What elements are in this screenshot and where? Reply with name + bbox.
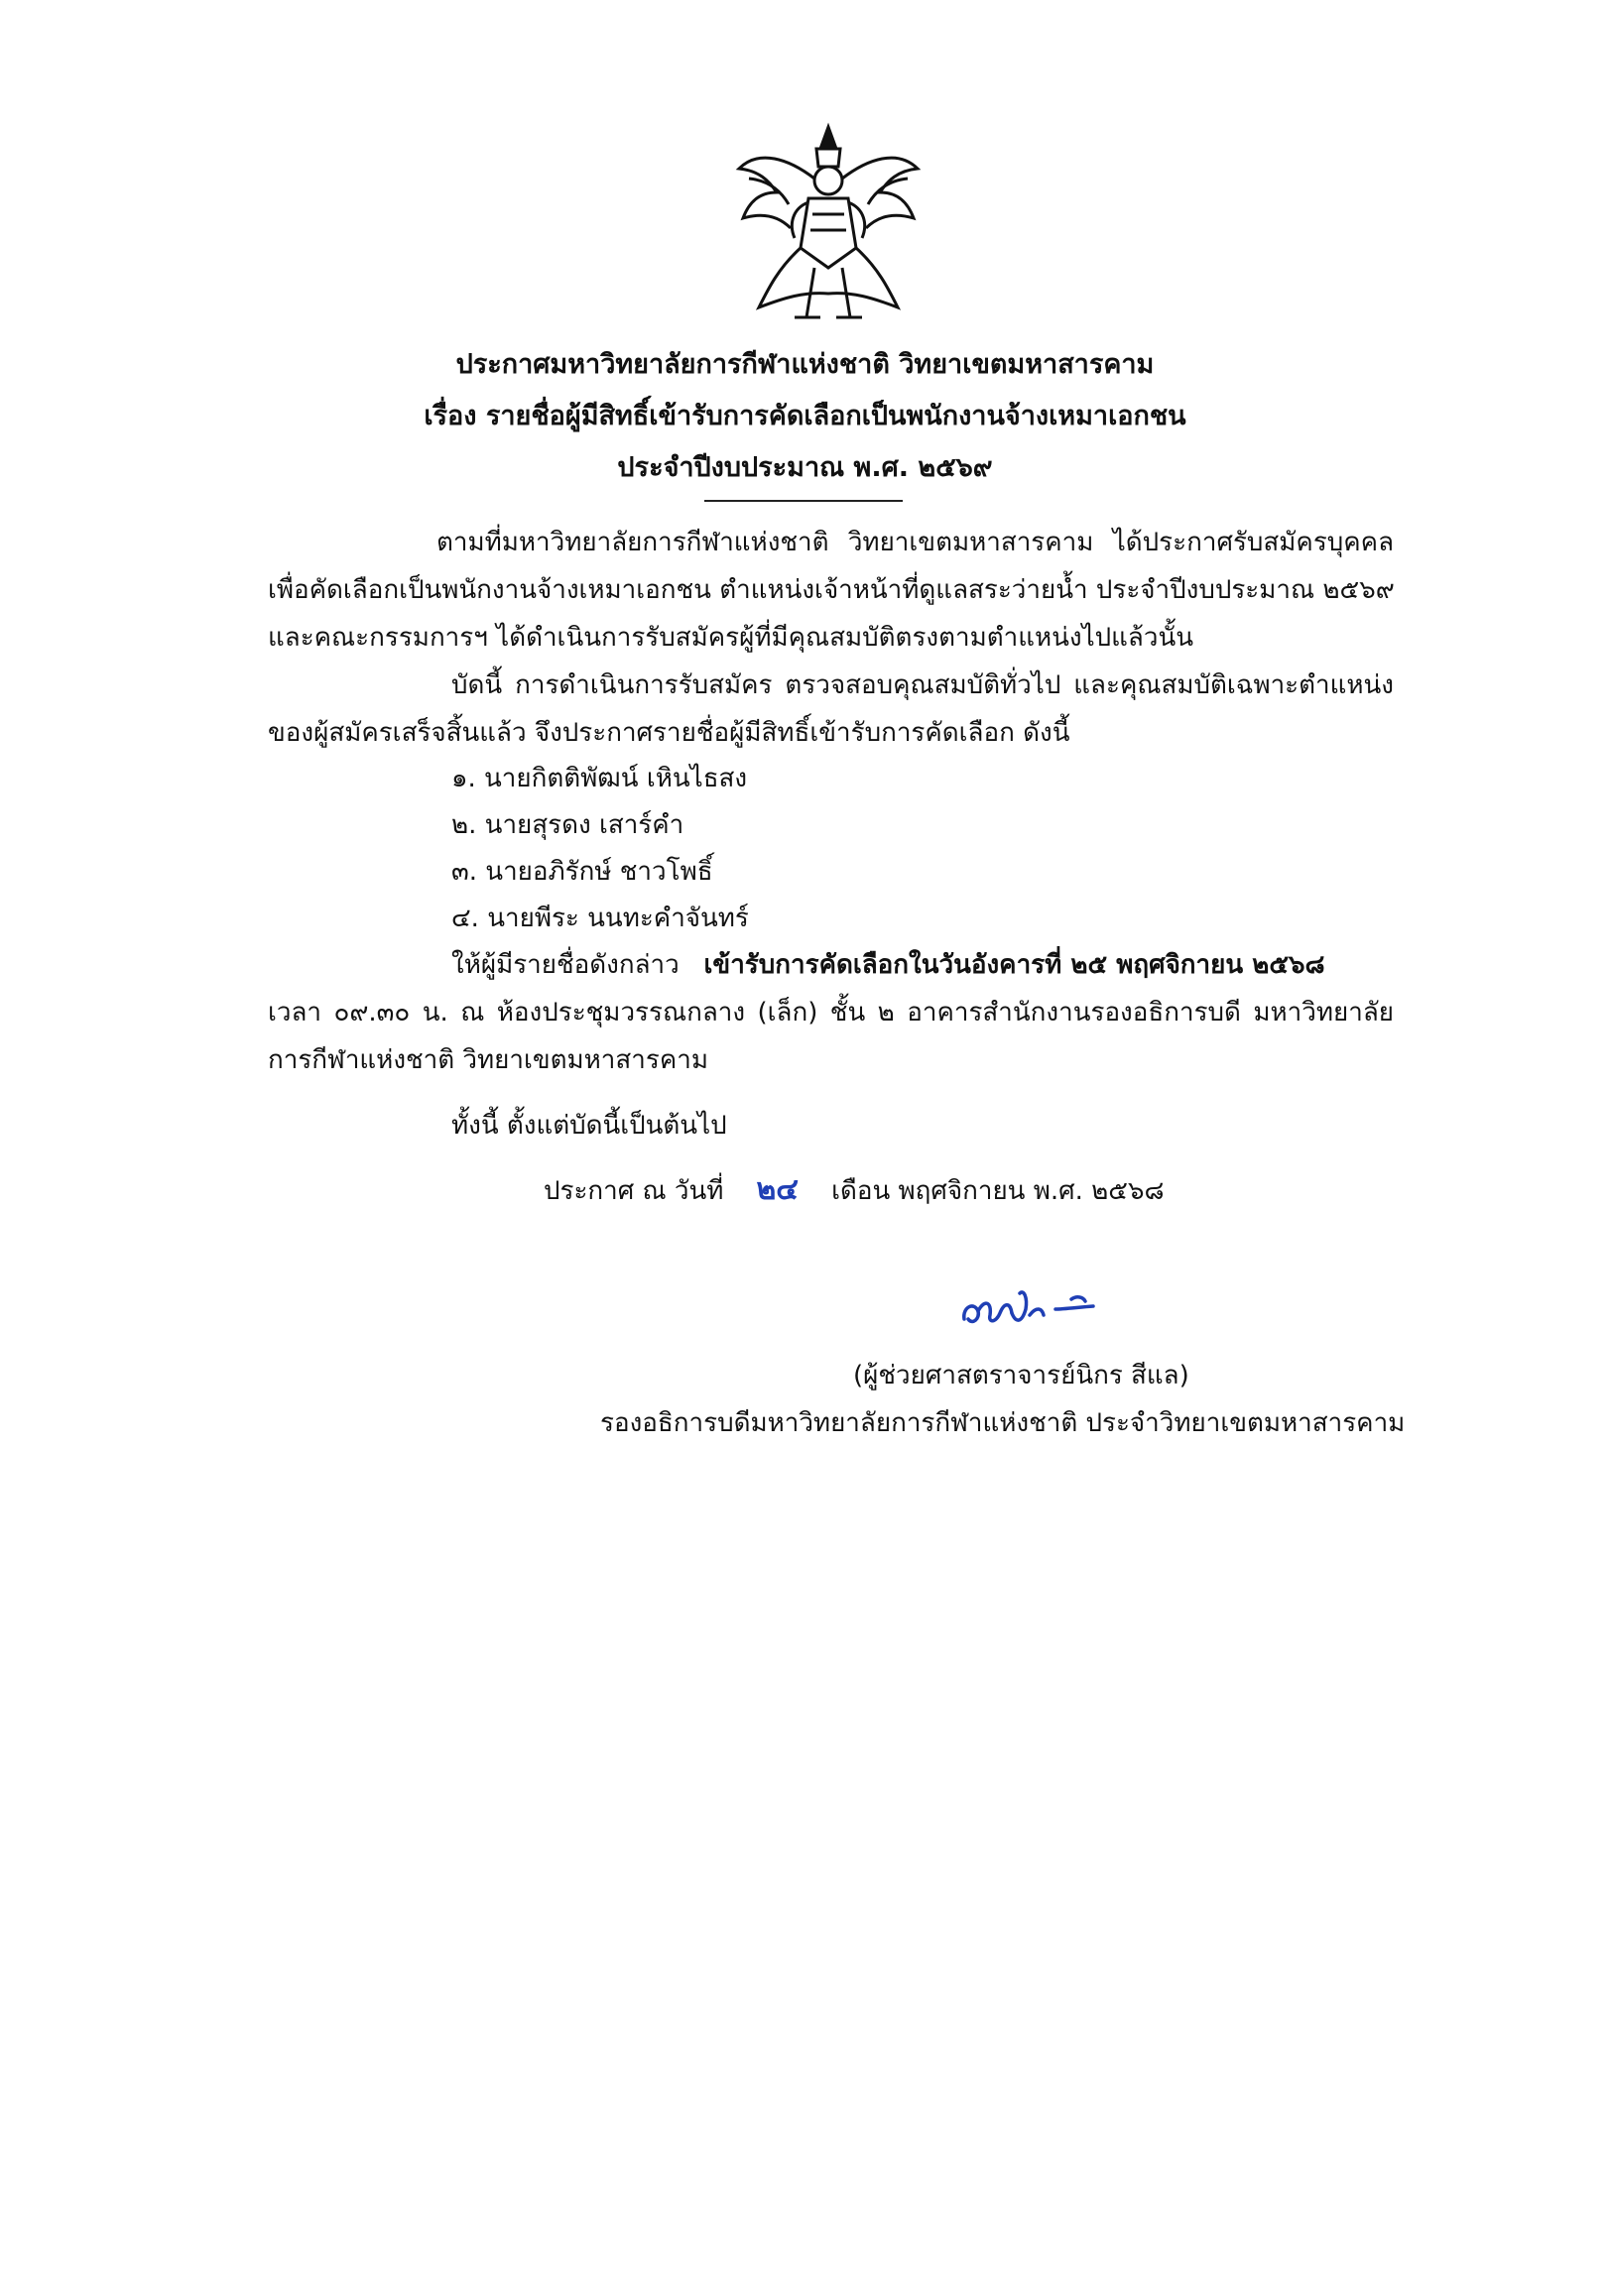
announcement-day: ๒๔ <box>756 1172 799 1207</box>
paragraph-3-line-3: การกีฬาแห่งชาติ วิทยาเขตมหาสารคาม <box>268 1045 708 1075</box>
paragraph-1-line-1: ตามที่มหาวิทยาลัยการกีฬาแห่งชาติ วิทยาเขตมหาสารคาม ได้ประกาศรับสมัครบุคคล <box>436 528 1394 557</box>
paragraph-2-line-1: บัดนี้ การดำเนินการรับสมัคร ตรวจสอบคุณสมบัติทั่วไป และคุณสมบัติเฉพาะตำแหน่ง <box>451 670 1394 700</box>
announcement-date <box>544 1170 1165 1211</box>
fiscal-year-line: ประจำปีงบประมาณ พ.ศ. ๒๕๖๙ <box>617 452 993 483</box>
announcement-subject: เรื่อง รายชื่อผู้มีสิทธิ์เข้ารับการคัดเลือกเป็นพนักงานจ้างเหมาเอกชน <box>424 401 1186 431</box>
signatory-name: (ผู้ช่วยศาสตราจารย์นิกร สีแล) <box>853 1361 1189 1390</box>
paragraph-3-lead: ให้ผู้มีรายชื่อดังกล่าว <box>451 950 680 980</box>
announcement-date-suffix: เดือน พฤศจิกายน พ.ศ. ๒๕๖๘ <box>831 1176 1165 1206</box>
list-item: ๔. นายพีระ นนทะคำจันทร์ <box>451 904 749 933</box>
paragraph-1-line-3: และคณะกรรมการฯ ได้ดำเนินการรับสมัครผู้ที่มีคุณสมบัติตรงตามตำแหน่งไปแล้วนั้น <box>268 623 1193 653</box>
garuda-emblem-icon <box>729 119 928 337</box>
list-item: ๑. นายกิตติพัฒน์ เหินไธสง <box>451 764 748 793</box>
list-item: ๓. นายอภิรักษ์ ชาวโพธิ์ <box>451 857 713 887</box>
selection-date-bold: เข้ารับการคัดเลือกในวันอังคารที่ ๒๕ พฤศจิกายน ๒๕๖๘ <box>703 950 1325 980</box>
list-item: ๒. นายสุรดง เสาร์คำ <box>451 810 684 840</box>
paragraph-3-line-2: เวลา ๐๙.๓๐ น. ณ ห้องประชุมวรรณกลาง (เล็ก) ชั้น ๒ อาคารสำนักงานรองอธิการบดี มหาวิทยาลัย <box>268 998 1394 1027</box>
announcement-date-prefix: ประกาศ ณ วันที่ <box>544 1176 724 1206</box>
signatory-position: รองอธิการบดีมหาวิทยาลัยการกีฬาแห่งชาติ ประจำวิทยาเขตมหาสารคาม <box>600 1408 1406 1438</box>
paragraph-4: ทั้งนี้ ตั้งแต่บัดนี้เป็นต้นไป <box>451 1111 727 1141</box>
paragraph-3-line-1 <box>451 945 1325 985</box>
paragraph-1-line-2: เพื่อคัดเลือกเป็นพนักงานจ้างเหมาเอกชน ตำแหน่งเจ้าหน้าที่ดูแลสระว่ายน้ำ ประจำปีงบประมาณ ๒๕๖๙ <box>268 575 1395 605</box>
announcement-title: ประกาศมหาวิทยาลัยการกีฬาแห่งชาติ วิทยาเขตมหาสารคาม <box>455 349 1155 380</box>
heading-divider <box>704 500 903 502</box>
paragraph-2-line-2: ของผู้สมัครเสร็จสิ้นแล้ว จึงประกาศรายชื่อผู้มีสิทธิ์เข้ารับการคัดเลือก ดังนี้ <box>268 718 1070 748</box>
handwritten-signature <box>952 1279 1131 1339</box>
